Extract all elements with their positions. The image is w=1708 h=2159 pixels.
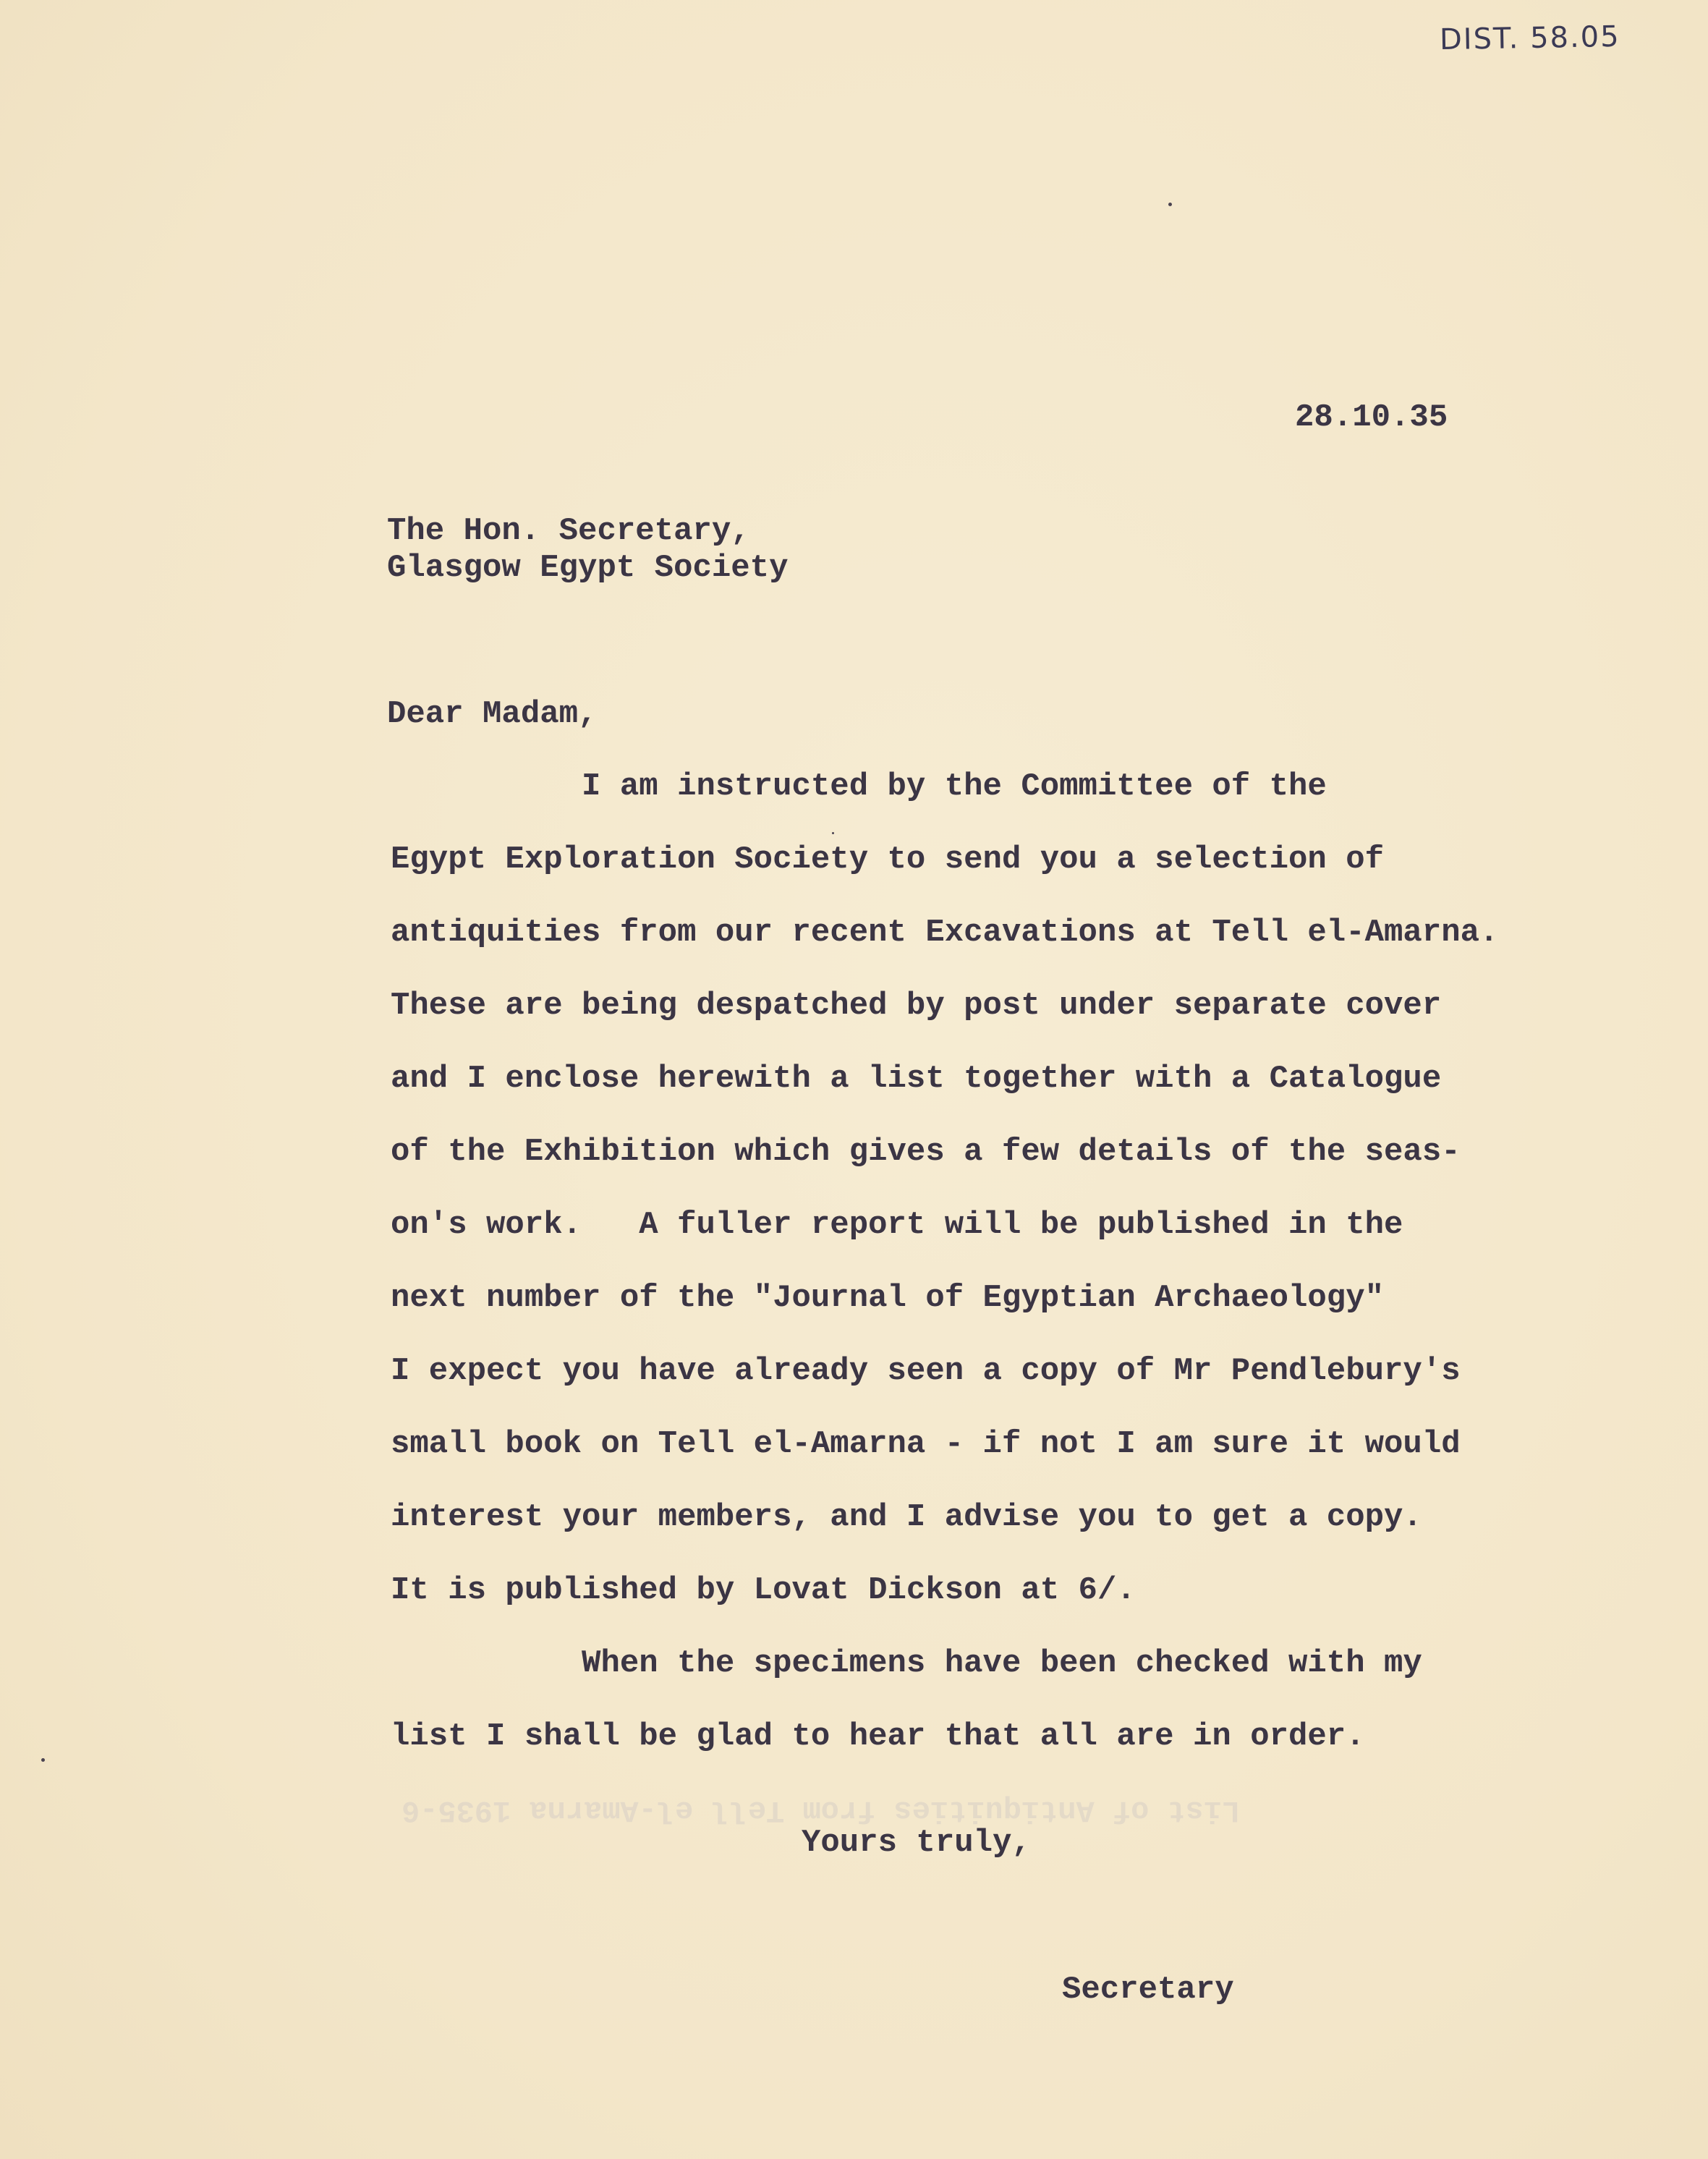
show-through-text: List of Antiquities from Tell el-Amarna 1935-6: [401, 1793, 1241, 1828]
paper-speck: [41, 1758, 45, 1762]
archive-reference-annotation: DIST. 58.05: [1439, 20, 1621, 57]
body-line: interest your members, and I advise you to get a copy.: [391, 1499, 1422, 1535]
paper-speck: [832, 832, 834, 834]
body-line: antiquities from our recent Excavations at Tell el-Amarna.: [391, 915, 1499, 951]
signature-title: Secretary: [1062, 1972, 1234, 2008]
body-line: Egypt Exploration Society to send you a selection of: [391, 841, 1385, 878]
body-line: I am instructed by the Committee of the: [391, 768, 1327, 805]
body-line: When the specimens have been checked with my: [391, 1645, 1422, 1681]
recipient-line-1: The Hon. Secretary,: [387, 513, 750, 549]
salutation: Dear Madam,: [387, 696, 598, 732]
body-line: next number of the "Journal of Egyptian Archaeology": [391, 1280, 1385, 1316]
paper-speck: [1168, 203, 1172, 206]
body-line: and I enclose herewith a list together with a Catalogue: [391, 1061, 1442, 1097]
body-line: small book on Tell el-Amarna - if not I am sure it would: [391, 1426, 1461, 1462]
body-line: It is published by Lovat Dickson at 6/.: [391, 1572, 1136, 1608]
body-line: on's work. A fuller report will be published in the: [391, 1207, 1403, 1243]
body-line: list I shall be glad to hear that all are in order.: [391, 1718, 1365, 1755]
body-line: I expect you have already seen a copy of Mr Pendlebury's: [391, 1353, 1461, 1389]
closing: Yours truly,: [802, 1825, 1031, 1861]
body-line: These are being despatched by post under separate cover: [391, 988, 1442, 1024]
letter-date: 28.10.35: [1295, 399, 1448, 436]
body-line: of the Exhibition which gives a few details of the seas-: [391, 1134, 1461, 1170]
recipient-line-2: Glasgow Egypt Society: [387, 550, 789, 586]
